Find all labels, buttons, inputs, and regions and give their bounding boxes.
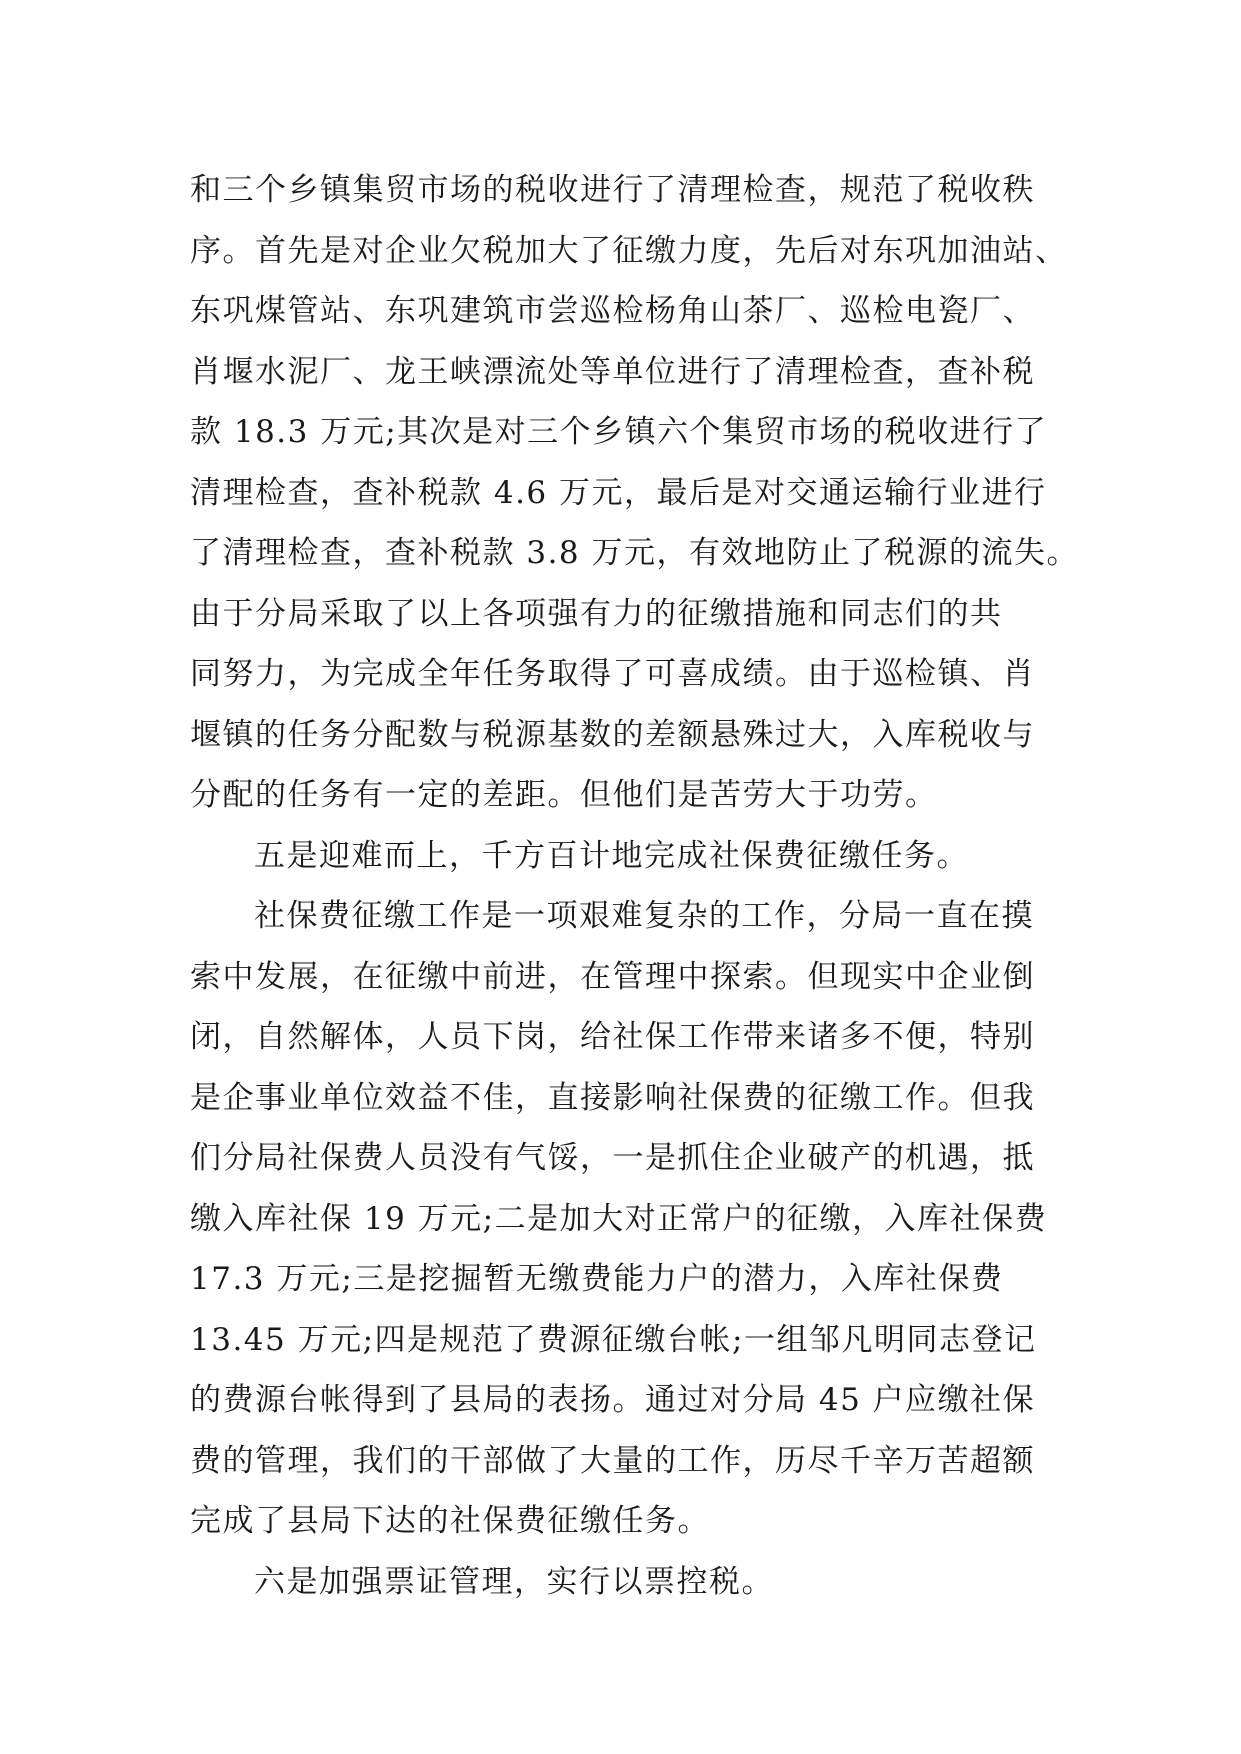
text-line: 堰镇的任务分配数与税源基数的差额悬殊过大，入库税收与	[190, 716, 1035, 753]
section-heading: 六是加强票证管理，实行以票控税。	[254, 1563, 774, 1600]
text-line: 完成了县局下达的社保费征缴任务。	[190, 1503, 710, 1539]
text-line: 同努力，为完成全年任务取得了可喜成绩。由于巡检镇、肖	[190, 656, 1035, 692]
text-line: 缴入库社保 19 万元;二是加大对正常户的征缴，入库社保费	[190, 1200, 1048, 1237]
text-line: 的费源台帐得到了县局的表扬。通过对分局 45 户应缴社保	[190, 1382, 1036, 1418]
section-heading: 五是迎难而上，千方百计地完成社保费征缴任务。	[254, 837, 969, 874]
text-line: 闭，自然解体，人员下岗，给社保工作带来诸多不便，特别	[190, 1019, 1035, 1055]
text-line: 肖堰水泥厂、龙王峡漂流处等单位进行了清理检查，查补税	[190, 353, 1035, 390]
text-line: 们分局社保费人员没有气馁，一是抓住企业破产的机遇，抵	[190, 1140, 1035, 1176]
text-line: 由于分局采取了以上各项强有力的征缴措施和同志们的共	[190, 595, 1003, 632]
text-line: 分配的任务有一定的差距。但他们是苦劳大于功劳。	[190, 777, 938, 813]
text-line: 费的管理，我们的干部做了大量的工作，历尽千辛万苦超额	[190, 1442, 1035, 1479]
text-line: 序。首先是对企业欠税加大了征缴力度，先后对东巩加油站、	[190, 232, 1068, 269]
text-line: 东巩煤管站、东巩建筑市尝巡检杨角山茶厂、巡检电瓷厂、	[190, 293, 1035, 329]
text-line: 13.45 万元;四是规范了费源征缴台帐;一组邹凡明同志登记	[190, 1321, 1037, 1358]
body-text	[190, 160, 1080, 1612]
text-line: 是企事业单位效益不佳，直接影响社保费的征缴工作。但我	[190, 1079, 1035, 1116]
text-line: 和三个乡镇集贸市场的税收进行了清理检查，规范了税收秩	[190, 172, 1035, 208]
text-line: 了清理检查，查补税款 3.8 万元，有效地防止了税源的流失。	[190, 535, 1080, 571]
text-line: 17.3 万元;三是挖掘暂无缴费能力户的潜力，入库社保费	[190, 1261, 1004, 1297]
text-line: 清理检查，查补税款 4.6 万元，最后是对交通运输行业进行	[190, 474, 1047, 511]
text-line: 索中发展，在征缴中前进，在管理中探索。但现实中企业倒	[190, 958, 1035, 995]
paragraph-start-line: 社保费征缴工作是一项艰难复杂的工作，分局一直在摸	[254, 898, 1034, 934]
text-line: 款 18.3 万元;其次是对三个乡镇六个集贸市场的税收进行了	[190, 414, 1048, 450]
